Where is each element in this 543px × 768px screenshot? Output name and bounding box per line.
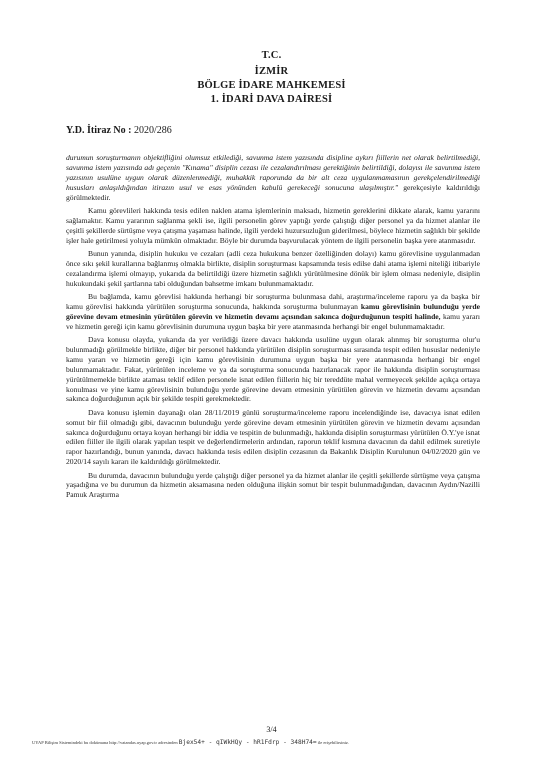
footer-code: Bjex54+ - qIWkHQy - hR1Fdrp - 348H74= (178, 739, 317, 746)
footer-suffix: ile erişebilirsiniz. (317, 740, 349, 745)
footer-prefix: UYAP Bilişim Sistemindeki bu dokümana http://vatandas.uyap.gov.tr adresinden (32, 740, 178, 745)
document-body (66, 153, 480, 504)
header-city: İZMİR (254, 66, 289, 77)
paragraph-4-start: Bu bağlamda, kamu görevlisi hakkında herhangi bir soruşturma bulunmasa dahi, araştırma/inceleme raporu ya da başka bir kamu görevlisi hakkında yürütülen soruşturma sonucunda, hakkında soruşturma bulunmayan (66, 291, 480, 311)
paragraph-6: Dava konusu işlemin dayanağı olan 28/11/2019 günlü soruşturma/inceleme raporu incelendiğinde ise, davacıya isnat edilen somut bir fiil olmadığı gibi, davacının bulunduğu yerde görevine devam etmesinin yürütülen görevin ve hizmetin devamı açısından sakınca doğurduğunu ortaya koyan herhangi bir iddia ve tespitin de bulunmadığı, hakkında disiplin soruşturması yürütülen Ö.Y.'ye isnat edilen fiiller ile ilgili olarak yapılan tespit ve değerlendirmelerin ardından, raporun teklif kısmına davacının da dahil edilmek suretiyle rapor hazırlandığı, bunun yanında, davacı hakkında tesis edilen disiplin cezasının da Bakanlık Disiplin Kurulunun 04/02/2020 gün ve 2020/14 sayılı kararı ile kaldırıldığı görülmektedir. (66, 407, 480, 467)
paragraph-4 (66, 292, 480, 332)
paragraph-3: Bunun yanında, disiplin hukuku ve cezaları (adli ceza hukukuna benzer özelliğinden dolayı) kamu görevlisine uygulanmadan önce sıkı şekil kurallarına bağlanmış olmakla birlikte, disiplin soruşturması kapsamında tesis edilse dahi atama işlemi niteliği itibariyle cezalandırma işlemi olmayıp, yukarıda da belirtildiği üzere hizmetin sağlıklı yürütülmesine dönük bir işlem olması nedeniyle, disiplin hukukundaki şekil şartlarına tabi olduğundan bahsetme imkanı bulunmamaktadır. (66, 248, 480, 288)
header-court: BÖLGE İDARE MAHKEMESİ (197, 80, 346, 91)
header-chamber: 1. İDARİ DAVA DAİRESİ (210, 94, 333, 105)
paragraph-1-tail: gerekçesiyle kaldırıldığı görülmektedir. (66, 182, 480, 202)
paragraph-1-quote: durumun soruşturmanın objektifliğini olumsuz etkilediği, savunma istem yazısında disipline aykırı fiillerin net olarak belirtilmediği, savunma istem yazısında adı geçenin "Kınama" disiplin cezası ile cezalandırılması gerektiğinin belirtildiği, dolayısı ile savunma istem yazısının usulüne uygun olarak düzenlenmediği, muhakkik raporunda da bir alt ceza uygulanmamasının gerekçelendirilmediği hususları anlaşıldığından itirazın usul ve esas yönünden kabulü gerekeceği sonucuna ulaşılmıştır." (66, 153, 480, 192)
header-tc: T.C. (261, 50, 282, 61)
case-number (66, 125, 172, 136)
footer-verification (32, 739, 522, 746)
paragraph-7: Bu durumda, davacının bulunduğu yerde çalıştığı diğer personel ya da hizmet alanlar ile çeşitli şekillerde sürtüşme veya çatışma yaşadığına ve bu durumun da hizmetin aksamasına neden olduğuna ilişkin somut bir tespit bulunmadığından, davacının Aydın/Nazilli Pamuk Araştırma (66, 470, 480, 500)
case-number-value: 2020/286 (133, 125, 172, 136)
paragraph-5: Dava konusu olayda, yukarıda da yer verildiği üzere davacı hakkında usulüne uygun olarak alınmış bir soruşturma olur'u bulunmadığı görülmekle birlikte, diğer bir personel hakkında yürütülen disiplin soruşturması sırasında tespit edilen hususlar nedeniyle kamu yararı ve hizmetin gereği için kamu görevlisinin durumuna uygun başka bir yere atanmasında herhangi bir engel bulunmamaktadır. Fakat, yürütülen inceleme ve ya da soruşturma sonucunda hazırlanacak rapor ile hakkında disiplin soruşturması yürütülmemekle birlikte ataması teklif edilen personele isnat edilen fiillerin hiç bir tereddüte mahal vermeyecek şekilde açıkça ortaya konulması ve yine kamu görevlisinin bulunduğu yerde görevine devam etmesinin yürütülen görevin ve hizmetin devamı açısından sakınca doğurduğunun açık bir şekilde tespiti gerekmektedir. (66, 334, 480, 404)
paragraph-2: Kamu görevlileri hakkında tesis edilen naklen atama işlemlerinin maksadı, hizmetin gereklerini dikkate alarak, kamu yararını sağlamaktır. Kamu yararının sağlanma şekli ise, ilgili personelin görev yaptığı yerde çalıştığı diğer personel ya da hizmet alanlar ile çeşitli şekillerde sürtüşme veya çatışma yaşaması halinde, ilgili yerdeki huzursuzluğun giderilmesi, böylece hizmetin sağlıklı bir şekilde işler hale getirilmesi yoluyla mümkün olmaktadır. Böyle bir durumda başvurulacak yöntem de ilgili personelin başka yere atanmasıdır. (66, 205, 480, 245)
paragraph-1 (66, 153, 480, 203)
case-number-label: Y.D. İtiraz No : (66, 125, 132, 136)
paragraph-4-end: kamu yararı ve hizmetin gereği için kamu görevlisinin durumuna uygun başka bir yere atanmasında herhangi bir engel bulunmamaktadır. (66, 311, 481, 331)
paragraph-4-emphasis: kamu görevlisinin bulunduğu yerde görevine devam etmesinin yürütülen görevin ve hizmetin devamı açısından sakınca doğurduğunun tespiti halinde, (66, 301, 481, 321)
page-number: 3/4 (266, 725, 277, 734)
